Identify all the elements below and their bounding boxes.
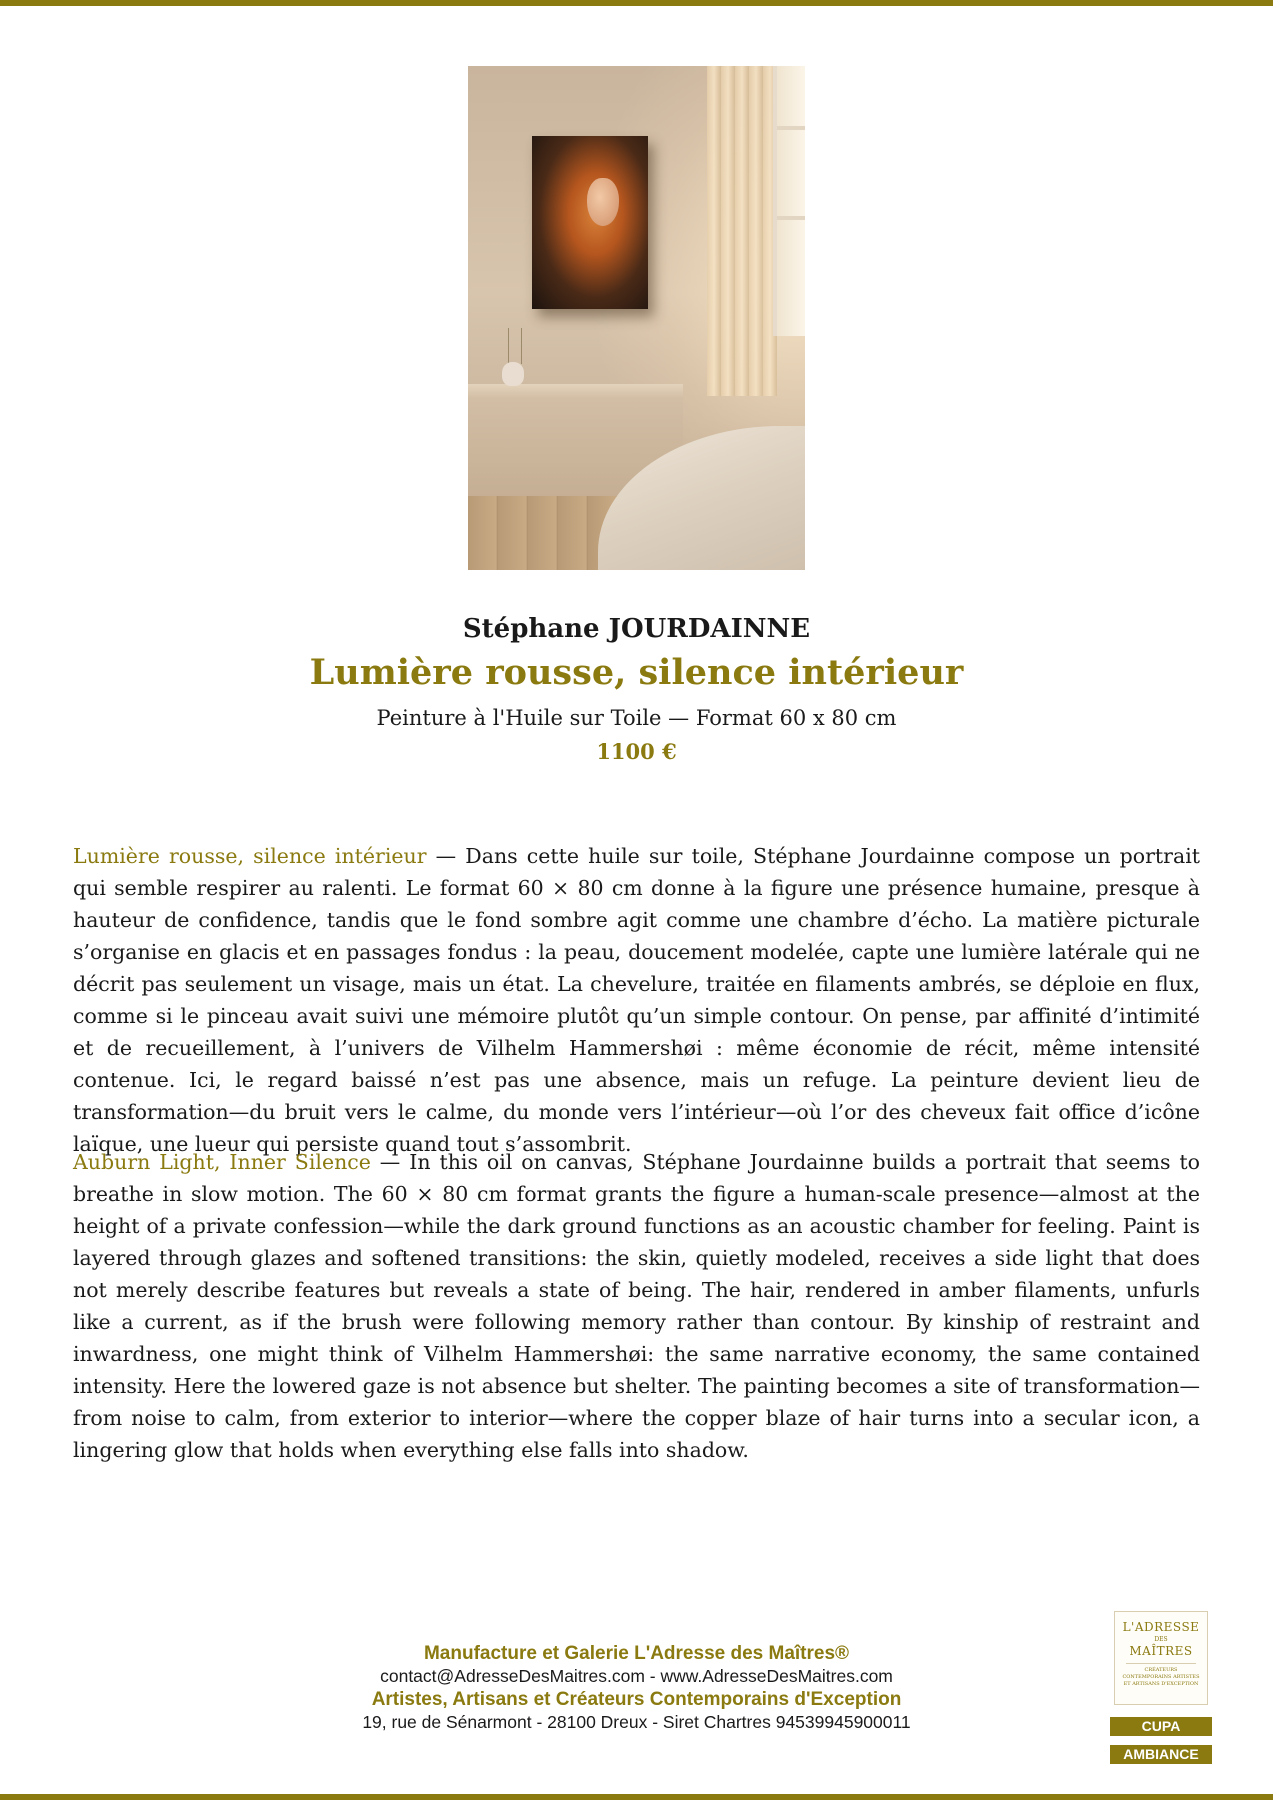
description-french <box>73 840 1200 1160</box>
window-sash <box>777 216 805 220</box>
portrait-face <box>587 178 619 226</box>
vase <box>502 362 524 386</box>
portrait-painting <box>532 136 648 309</box>
dried-stems <box>508 328 522 364</box>
window <box>773 66 805 336</box>
artwork-title: Lumière rousse, silence intérieur <box>309 652 964 693</box>
curtain <box>707 66 777 396</box>
artwork-image <box>468 66 805 570</box>
description-french-body: — Dans cette huile sur toile, Stéphane Jourdainne compose un portrait qui semble respirer au ralenti. Le format 60 × 80 cm donne à la figure une présence humaine, presque à hauteur de confidence, tandis que le fond sombre agit comme une chambre d’écho. La matière picturale s’organise en glacis et en passages fondus : la peau, doucement modelée, capte une lumière latérale qui ne décrit pas seulement un visage, mais un état. La chevelure, traitée en filaments ambrés, se déploie en flux, comme si le pinceau avait suivi une mémoire plutôt qu’un simple contour. On pense, par affinité d’intimité et de recueillement, à l’univers de Vilhelm Hammershøi : même économie de récit, même intensité contenue. Ici, le regard baissé n’est pas une absence, mais un refuge. La peinture devient lieu de transformation—du bruit vers le calme, du monde vers l’intérieur—où l’or des cheveux fait office d’icône laïque, une lueur qui persiste quand tout s’assombrit. <box>73 844 1200 1156</box>
gallery-logo <box>1114 1611 1208 1705</box>
artwork-price: 1100 € <box>596 739 677 764</box>
description-english-lead: Auburn Light, Inner Silence <box>73 1150 371 1174</box>
footer <box>0 1642 1273 1734</box>
tag-ambiance: AMBIANCE <box>1110 1745 1212 1764</box>
description-english <box>73 1146 1200 1466</box>
bottom-rule <box>0 1794 1273 1800</box>
artist-name: Stéphane JOURDAINNE <box>462 614 811 644</box>
artwork-medium: Peinture à l'Huile sur Toile — Format 60 x 80 cm <box>376 706 897 730</box>
top-rule <box>0 0 1273 6</box>
footer-contact: contact@AdresseDesMaitres.com - www.AdresseDesMaitres.com <box>380 1666 893 1686</box>
logo-separator <box>1126 1663 1196 1664</box>
footer-tagline: Artistes, Artisans et Créateurs Contemporains d'Exception <box>371 1689 902 1710</box>
logo-line-4: CRÉATEURS CONTEMPORAINS ARTISTES ET ARTISANS D'EXCEPTION <box>1122 1667 1200 1687</box>
logo-line-3: MAÎTRES <box>1129 1644 1193 1658</box>
description-french-lead: Lumière rousse, silence intérieur <box>73 844 427 868</box>
footer-gallery: Manufacture et Galerie L'Adresse des Maîtres® <box>423 1643 850 1664</box>
tag-cupa: CUPA <box>1110 1717 1212 1736</box>
window-sash <box>777 126 805 130</box>
description-english-body: — In this oil on canvas, Stéphane Jourdainne builds a portrait that seems to breathe in slow motion. The 60 × 80 cm format grants the figure a human-scale presence—almost at the height of a private confession—while the dark ground functions as an acoustic chamber for feeling. Paint is layered through glazes and softened transitions: the skin, quietly modeled, receives a side light that does not merely describe features but reveals a state of being. The hair, rendered in amber filaments, unfurls like a current, as if the brush were following memory rather than contour. By kinship of restraint and inwardness, one might think of Vilhelm Hammershøi: the same narrative economy, the same contained intensity. Here the lowered gaze is not absence but shelter. The painting becomes a site of transformation—from noise to calm, from exterior to interior—where the copper blaze of hair turns into a secular icon, a lingering glow that holds when everything else falls into shadow. <box>73 1150 1200 1462</box>
footer-address: 19, rue de Sénarmont - 28100 Dreux - Siret Chartres 94539945900011 <box>362 1712 911 1732</box>
logo-line-1: L'ADRESSE <box>1122 1620 1200 1634</box>
logo-line-2: DES <box>1154 1636 1168 1643</box>
